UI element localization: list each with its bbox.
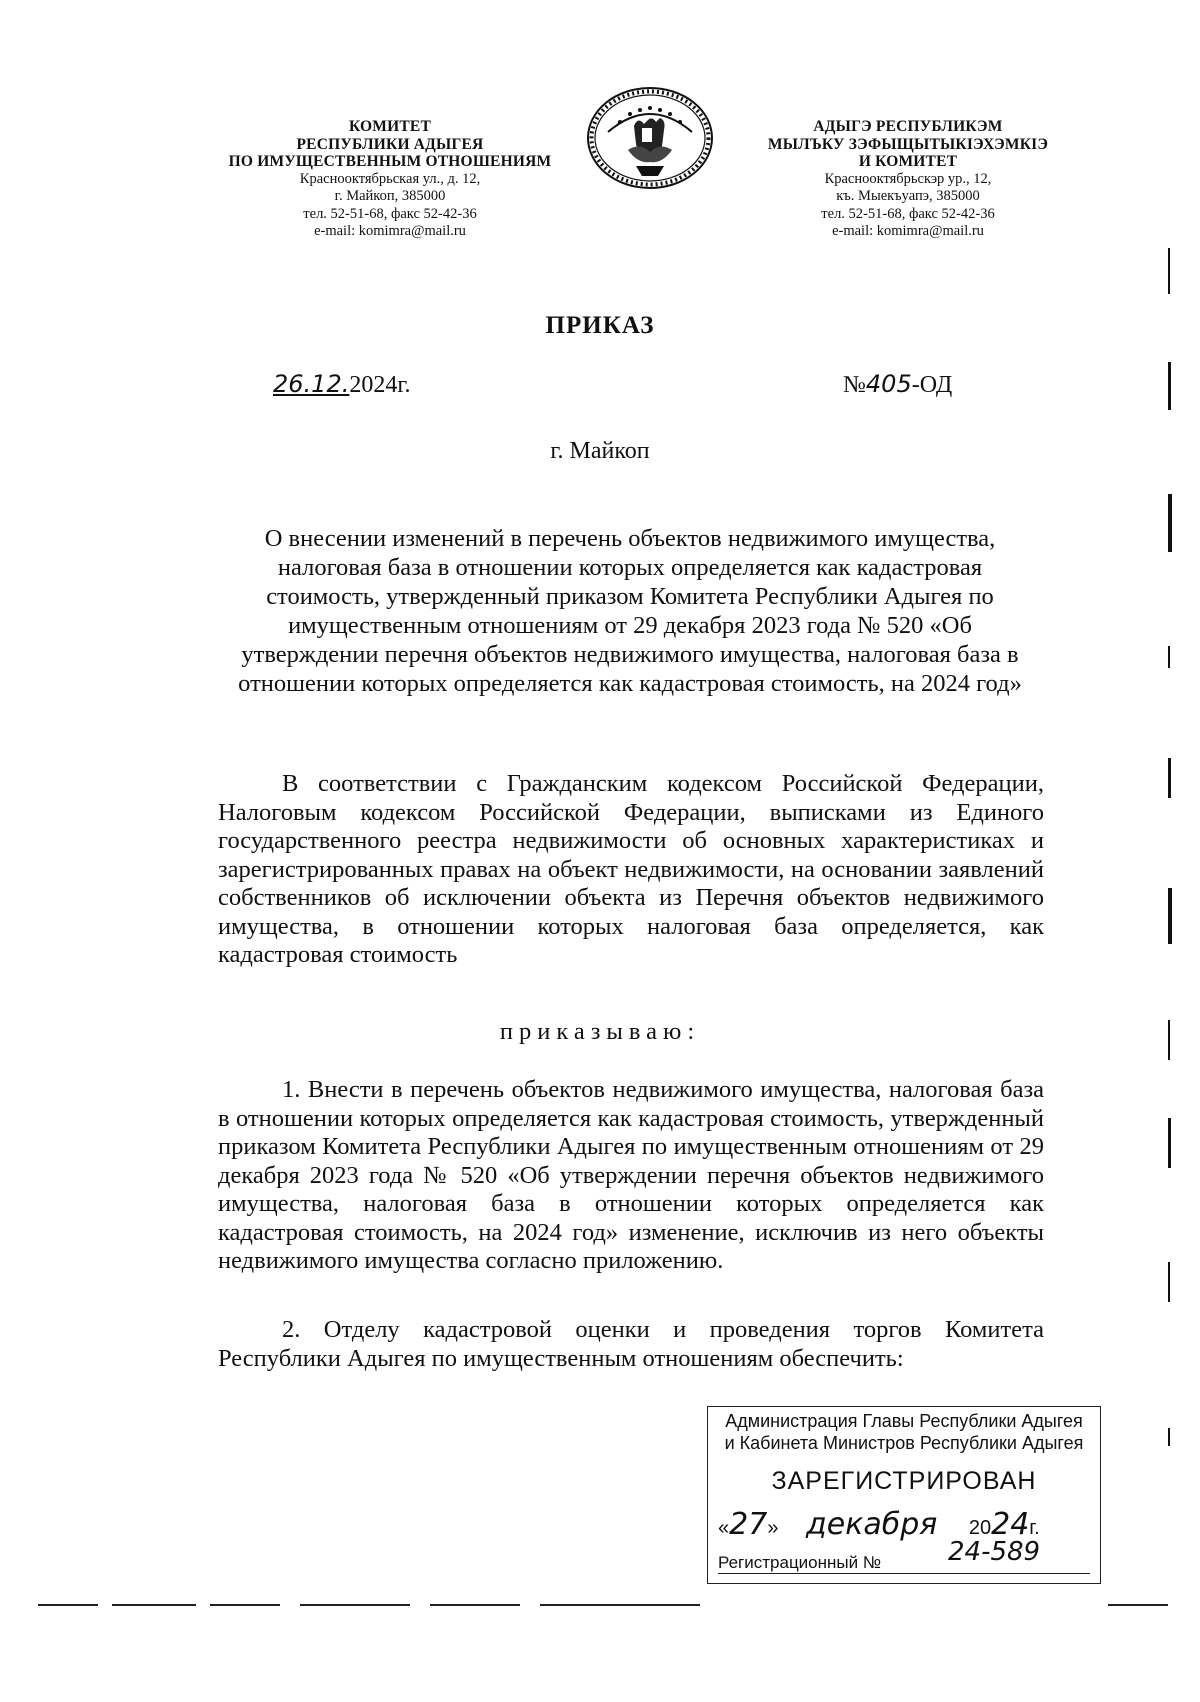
org-name-line: ПО ИМУЩЕСТВЕННЫМ ОТНОШЕНИЯМ: [228, 153, 552, 170]
date-year: 2024г.: [349, 372, 411, 398]
org-name-line: АДЫГЭ РЕСПУБЛИКЭМ: [813, 118, 1003, 135]
coat-of-arms-icon: [578, 86, 722, 190]
email-line: e-mail: komimra@mail.ru: [314, 223, 466, 239]
city-line: г. Майкоп: [550, 438, 650, 464]
stamp-day-handwritten: 27: [729, 1507, 768, 1542]
stamp-status: ЗАРЕГИСТРИРОВАН: [771, 1467, 1037, 1495]
number-handwritten: 405: [865, 370, 912, 398]
document-date: [273, 370, 410, 399]
stamp-authority-line: Администрация Главы Республики Адыгея: [725, 1411, 1083, 1431]
paragraph-item-1: 1. Внести в перечень объектов недвижимого имущества, налоговая база в отношении которых определяется как кадастровая стоимость, утвержденный приказом Комитета Республики Адыгея по имущественным отношениям от 29 декабря 2023 года № 520 «Об утверждении перечня объектов недвижимого имущества, налоговая база в отношении которых определяется как кадастровая стоимость, на 2024 год» изменение, исключив из него объекты недвижимого имущества согласно приложению.: [218, 1076, 1044, 1274]
stamp-month-handwritten: декабря: [806, 1507, 938, 1542]
number-suffix: -ОД: [911, 372, 953, 398]
header-left: [200, 118, 580, 241]
order-directive: приказываю:: [499, 1018, 701, 1045]
address-line: Краснооктябрьская ул., д. 12,: [299, 170, 481, 187]
address-line: Краснооктябрьскэр ур., 12,: [824, 170, 992, 187]
quote-open: «: [718, 1517, 730, 1539]
address-line: къ. Мыекъуапэ, 385000: [836, 188, 980, 204]
paragraph-item-2: 2. Отделу кадастровой оценки и проведения торгов Комитета Республики Адыгея по имущественным отношениям обеспечить:: [218, 1316, 1044, 1372]
document-title: ПРИКАЗ: [545, 312, 655, 339]
stamp-year-prefix: 20: [968, 1517, 992, 1539]
stamp-year-suffix: г.: [1029, 1517, 1040, 1539]
document-number: [843, 370, 952, 399]
stamp-registration-number: [718, 1537, 1090, 1574]
subject-line: утверждении перечня объектов недвижимого имущества, налоговая база в: [241, 641, 1019, 668]
org-name-line: И КОМИТЕТ: [858, 153, 958, 170]
subject-line: стоимость, утвержденный приказом Комитета Республики Адыгея по: [266, 583, 994, 610]
org-name-line: РЕСПУБЛИКИ АДЫГЕЯ: [296, 135, 484, 153]
address-line: г. Майкоп, 385000: [334, 188, 446, 204]
number-prefix: №: [843, 372, 866, 398]
phone-line: тел. 52-51-68, факс 52-42-36: [821, 205, 995, 222]
subject-line: имущественным отношениям от 29 декабря 2023 года № 520 «Об: [288, 612, 972, 639]
phone-line: тел. 52-51-68, факс 52-42-36: [303, 205, 477, 222]
org-name-line: МЫЛЪКУ ЗЭФЫЩЫТЫКIЭХЭМКIЭ: [767, 135, 1049, 153]
header-right: [718, 118, 1098, 241]
quote-close: »: [767, 1517, 779, 1539]
subject-line: налоговая база в отношении которых определяется как кадастровая: [277, 554, 983, 581]
subject-heading: [215, 524, 1045, 698]
stamp-reg-number-handwritten: 24-589: [948, 1537, 1041, 1567]
paragraph-legal-basis: В соответствии с Гражданским кодексом Российской Федерации, Налоговым кодексом Российской Федерации, выписками из Единого государственного реестра недвижимости об основных характеристиках и зарегистрированных правах на объект недвижимости, на основании заявлений собственников об исключении объекта из Перечня объектов недвижимого имущества, в отношении которых налоговая база определяется, как кадастровая стоимость: [218, 770, 1044, 968]
subject-line: отношении которых определяется как кадастровая стоимость, на 2024 год»: [238, 670, 1022, 697]
stamp-reg-label: Регистрационный №: [718, 1553, 882, 1572]
stamp-year-handwritten: 24: [991, 1507, 1030, 1542]
subject-line: О внесении изменений в перечень объектов недвижимого имущества,: [264, 525, 996, 552]
org-name-line: КОМИТЕТ: [348, 118, 431, 135]
date-handwritten: 26.12.: [273, 370, 350, 398]
registration-stamp: [707, 1406, 1101, 1584]
email-line: e-mail: komimra@mail.ru: [832, 223, 984, 239]
stamp-authority-line: и Кабинета Министров Республики Адыгея: [724, 1433, 1084, 1453]
